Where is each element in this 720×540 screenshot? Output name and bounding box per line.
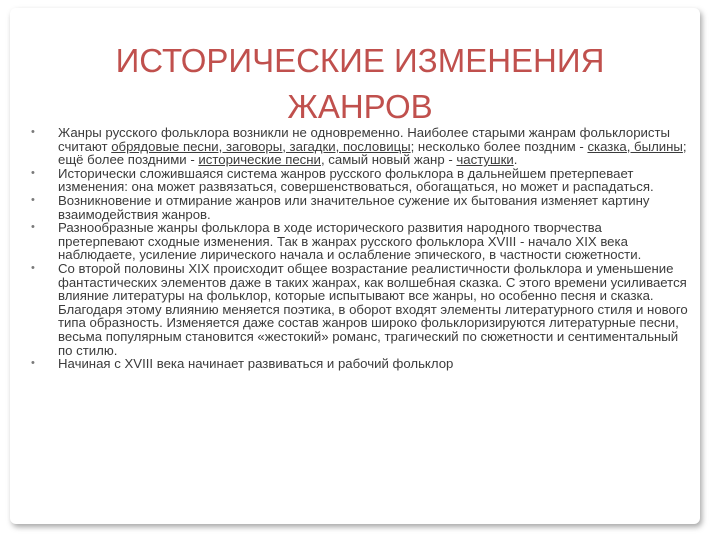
list-item xyxy=(31,262,689,357)
bullet-icon: • xyxy=(31,166,35,179)
underlined-term: обрядовые песни, заговоры, загадки, пословицы xyxy=(111,138,411,154)
underlined-term: исторические песни xyxy=(198,152,321,168)
item-text: Со второй половины XIX происходит общее возрастание реалистичности фольклора и уменьшение фантастических элементов даже в таких жанрах, как волшебная сказка. С этого времени усиливается влияние литературы на фольклор, которые испытывают все жанры, но особенно песня и сказка. Благодаря этому влиянию меняется поэтика, в оборот входят элементы литературного стиля и нового типа образность. Изменяется даже состав жанров широко фольклоризируются литературные песни, весьма популярным становится «жестокий» романс, трагический по сюжетности и сентиментальный по стилю. xyxy=(58,260,688,358)
item-text: Начиная с XVIII века начинает развиваться и рабочий фольклор xyxy=(58,356,454,372)
bullet-icon: • xyxy=(31,261,35,274)
item-text: , самый новый жанр - xyxy=(320,152,457,168)
item-text: Жанры русского фольклора возникли не одновременно. Наиболее старыми жанрам фольклористы считают xyxy=(58,125,671,154)
bullet-list xyxy=(31,126,689,371)
list-item xyxy=(31,167,689,194)
list-item xyxy=(31,126,689,167)
bullet-icon: • xyxy=(31,126,35,138)
bullet-icon: • xyxy=(31,221,35,234)
title-line-1: ИСТОРИЧЕСКИЕ ИЗМЕНЕНИЯ xyxy=(115,42,605,79)
list-item xyxy=(31,194,689,221)
list-item xyxy=(31,357,689,371)
title-line-2: ЖАНРОВ xyxy=(287,88,433,125)
underlined-term: сказка, былины xyxy=(587,138,683,154)
item-text: Возникновение и отмирание жанров или значительное сужение их бытования изменяет картину взаимодействия жанров. xyxy=(58,192,650,222)
item-text: Разнообразные жанры фольклора в ходе исторического развития народного творчества претерпевают сходные изменения. Так в жанрах русского фольклора XVIII - начало XIX века наблюдаете, усиление лирического начала и ослабление эпического, в частности сюжетности. xyxy=(58,220,642,263)
item-text: ; несколько более поздним - xyxy=(410,138,588,154)
list-item xyxy=(31,221,689,262)
item-text: . xyxy=(513,152,518,168)
underlined-term: частушки xyxy=(456,152,514,168)
bullet-icon: • xyxy=(31,193,35,206)
item-text: Исторически сложившаяся система жанров русского фольклора в дальнейшем претерпевает изменения: она может развязаться, совершенствоваться, обогащаться, но может и распадаться. xyxy=(58,165,654,195)
slide-title xyxy=(80,38,640,130)
item-text: ; ещё более поздними - xyxy=(58,138,687,168)
bullet-icon: • xyxy=(31,357,35,370)
